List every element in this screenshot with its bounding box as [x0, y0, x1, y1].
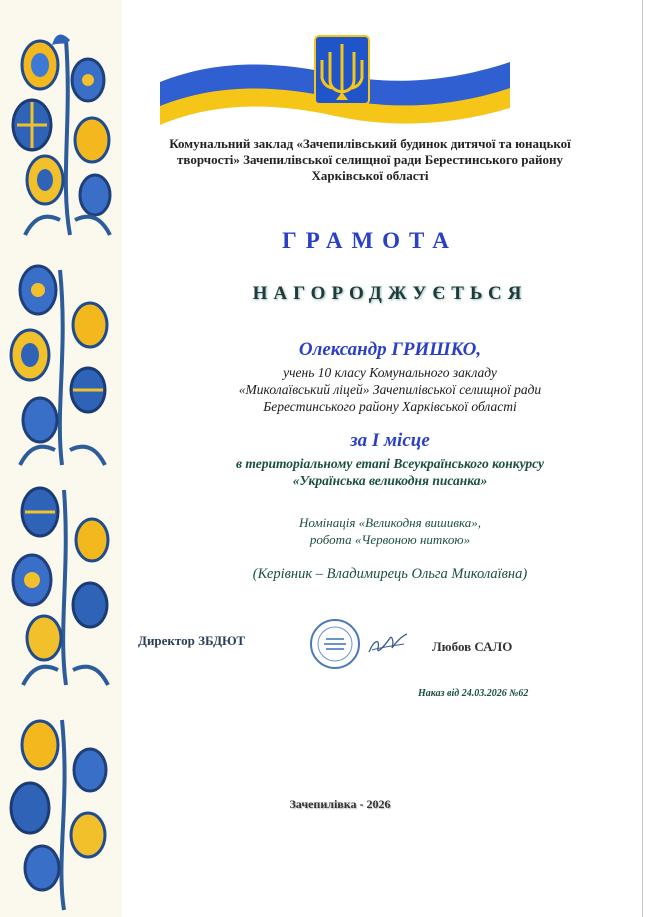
place-and-year: Зачепилівка - 2026 — [289, 797, 391, 811]
certificate-title: ГРАМОТА — [282, 228, 458, 253]
nomination-line: Номінація «Великодня вишивка», — [298, 515, 482, 530]
recipient-detail-line: Берестинського району Харківської області — [263, 399, 517, 414]
director-label: Директор ЗБДЮТ — [138, 633, 246, 648]
supervisor-line: (Керівник – Владимирець Ольга Миколаївна) — [252, 566, 528, 582]
award-place: за І місце — [350, 430, 430, 451]
order-reference: Наказ від 24.03.2026 №62 — [418, 688, 529, 699]
director-name: Любов САЛО — [432, 639, 513, 654]
organization-line: творчості» Зачепилівської селищної ради Берестинського району — [177, 152, 563, 167]
nomination — [130, 514, 646, 548]
easter-egg-ornament-icon — [0, 470, 122, 690]
trident-icon — [160, 30, 520, 140]
awarded-heading: НАГОРОДЖУЄТЬСЯ — [252, 283, 528, 304]
easter-egg-ornament-icon — [0, 20, 122, 240]
recipient-name: Олександр ГРИШКО, — [298, 339, 482, 360]
recipient-details — [130, 364, 646, 415]
easter-egg-ornament-icon — [0, 250, 122, 470]
organization-header — [130, 136, 610, 184]
easter-egg-ornament-icon — [0, 700, 122, 915]
decorative-border — [0, 0, 122, 917]
contest-name: «Українська великодня писанка» — [292, 473, 488, 488]
organization-line: Комунальний заклад «Зачепилівський будинок дитячої та юнацької — [169, 136, 571, 151]
signature-icon — [366, 630, 410, 658]
organization-line: Харківської області — [311, 168, 429, 183]
recipient-detail-line: учень 10 класу Комунального закладу — [283, 365, 497, 380]
official-seal-icon — [309, 618, 361, 670]
contest-description — [130, 455, 646, 489]
work-title: робота «Червоною ниткою» — [309, 532, 471, 547]
contest-line: в територіальному етапі Всеукраїнського конкурсу — [235, 456, 545, 471]
recipient-detail-line: «Миколаївський ліцей» Зачепилівської селищної ради — [238, 382, 542, 397]
